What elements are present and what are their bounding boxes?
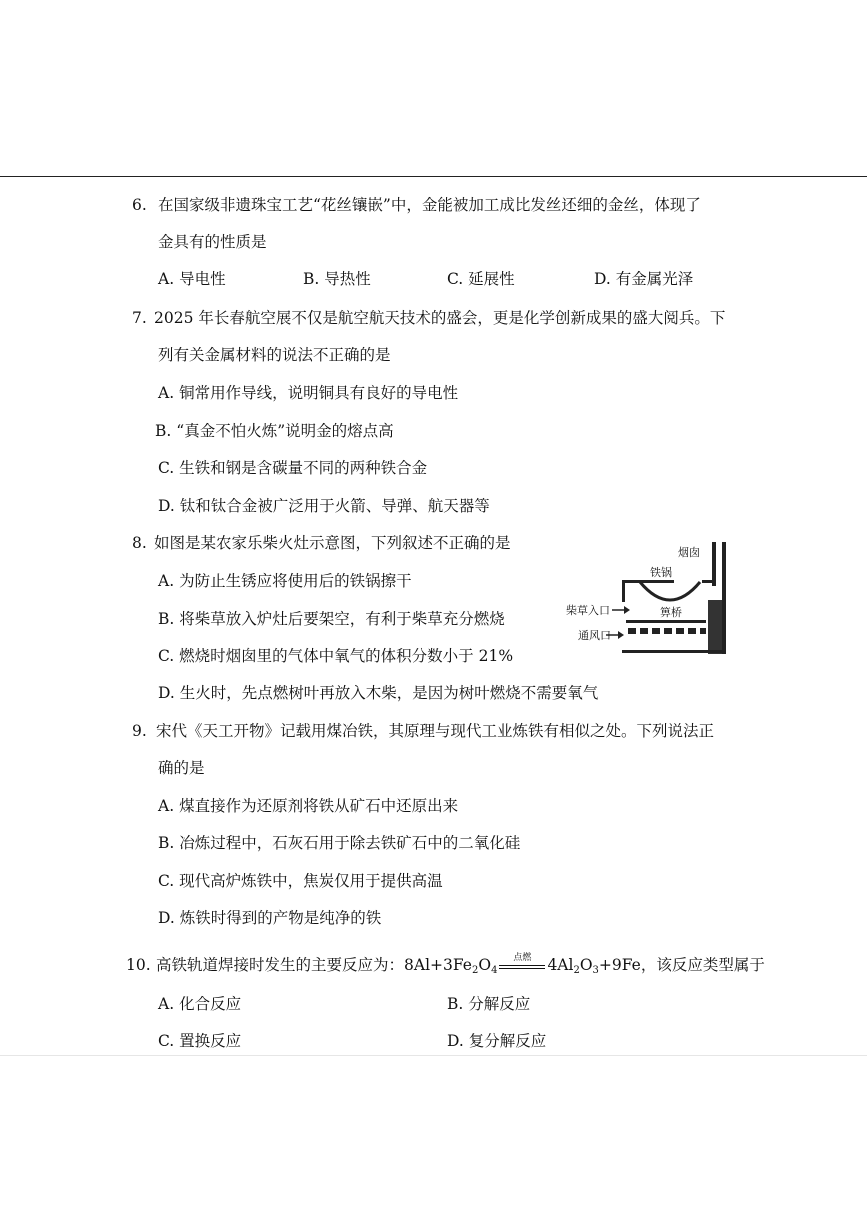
equation <box>404 953 641 976</box>
q6-option-b[interactable] <box>303 268 371 290</box>
q6-option-c[interactable] <box>447 268 515 290</box>
option-label: C. <box>158 647 175 665</box>
q9-option-a[interactable] <box>158 795 458 817</box>
label-grate: 箅桥 <box>660 606 682 619</box>
stove-back-block <box>708 600 722 654</box>
eq-product: 4Al <box>547 956 574 974</box>
q10-stem-before: 高铁轨道焊接时发生的主要反应为： <box>156 956 405 974</box>
q8-option-b[interactable] <box>158 608 505 630</box>
q7-option-c[interactable] <box>158 457 427 479</box>
option-text: 煤直接作为还原剂将铁从矿石中还原出来 <box>179 797 459 815</box>
q6-stem-line2: 金具有的性质是 <box>158 233 267 251</box>
stove-top-left <box>622 580 674 583</box>
q6-option-d[interactable] <box>594 268 693 290</box>
chimney-wall-left <box>712 542 716 586</box>
q8-option-c[interactable] <box>158 645 513 667</box>
option-text: “真金不怕火炼”说明金的熔点高 <box>176 422 394 440</box>
option-text: 铜常用作导线，说明铜具有良好的导电性 <box>179 384 459 402</box>
eq-sub: 4 <box>491 965 498 976</box>
bottom-edge <box>0 1055 867 1056</box>
q6-option-a[interactable] <box>158 268 226 290</box>
reaction-condition <box>497 953 547 976</box>
grate-bars <box>628 628 706 634</box>
wok-shape <box>640 582 700 600</box>
q9-option-c[interactable] <box>158 870 443 892</box>
eq-sub: 3 <box>592 965 599 976</box>
q10-option-d[interactable] <box>447 1030 546 1052</box>
q10-number: 10. <box>126 956 151 974</box>
eq-reactants: 8Al+3Fe <box>404 956 472 974</box>
option-label: A. <box>158 270 175 288</box>
q8-option-a[interactable] <box>158 570 412 592</box>
option-text: 炼铁时得到的产物是纯净的铁 <box>179 909 382 927</box>
stove-grate-top <box>626 620 706 623</box>
eq-product: +9Fe <box>598 956 641 974</box>
label-fuel-inlet: 柴草入口 <box>566 604 610 617</box>
option-label: C. <box>158 459 175 477</box>
eq-element: O <box>579 956 593 974</box>
q7-number: 7. <box>132 309 147 327</box>
stove-bottom <box>622 650 722 653</box>
eq-sub: 2 <box>573 965 580 976</box>
option-label: A. <box>158 384 175 402</box>
label-air-inlet: 通风口 <box>578 629 611 642</box>
option-label: B. <box>158 834 175 852</box>
stove-diagram <box>566 540 746 662</box>
option-label: B. <box>303 270 320 288</box>
condition-label: 点燃 <box>513 953 532 963</box>
q9-option-d[interactable] <box>158 907 381 929</box>
q7-option-b[interactable] <box>155 420 394 442</box>
label-wok: 铁锅 <box>650 566 672 579</box>
fuel-inlet-arrow <box>612 606 630 614</box>
q6-stem-line1: 在国家级非遗珠宝工艺“花丝镶嵌”中，金能被加工成比发丝还细的金丝，体现了 <box>158 196 701 214</box>
option-text: 生铁和钢是含碳量不同的两种铁合金 <box>179 459 428 477</box>
option-text: 复分解反应 <box>468 1032 547 1050</box>
q6-number: 6. <box>132 196 147 214</box>
q9-option-b[interactable] <box>158 832 520 854</box>
option-text: 有金属光泽 <box>615 270 694 288</box>
option-text: 分解反应 <box>468 995 531 1013</box>
q9-stem-line1: 宋代《天工开物》记载用煤冶铁，其原理与现代工业炼铁有相似之处。下列说法正 <box>156 722 715 740</box>
option-label: A. <box>158 572 175 590</box>
q8-option-d[interactable] <box>158 682 598 704</box>
eq-sub: 2 <box>471 965 479 976</box>
chimney-wall-right <box>722 542 726 654</box>
q10-option-c[interactable] <box>158 1030 241 1052</box>
option-label: C. <box>447 270 464 288</box>
option-text: 燃烧时烟囱里的气体中氧气的体积分数小于 21% <box>179 647 514 665</box>
label-chimney: 烟囱 <box>678 546 700 559</box>
option-label: D. <box>158 909 175 927</box>
q10-option-b[interactable] <box>447 993 530 1015</box>
q9-stem-line2: 确的是 <box>158 759 205 777</box>
option-text: 导电性 <box>179 270 226 288</box>
equals-bar <box>499 968 545 969</box>
q9-number: 9. <box>132 722 147 740</box>
option-label: A. <box>158 797 175 815</box>
option-label: C. <box>158 872 175 890</box>
option-text: 化合反应 <box>179 995 242 1013</box>
q7-option-d[interactable] <box>158 495 490 517</box>
option-text: 生火时，先点燃树叶再放入木柴，是因为树叶燃烧不需要氧气 <box>179 684 599 702</box>
equals-bar <box>499 965 545 966</box>
option-text: 置换反应 <box>179 1032 242 1050</box>
option-label: B. <box>158 610 175 628</box>
option-text: 导热性 <box>324 270 371 288</box>
option-text: 将柴草放入炉灶后要架空，有利于柴草充分燃烧 <box>179 610 505 628</box>
option-label: D. <box>594 270 611 288</box>
stove-diagram-svg <box>566 540 746 662</box>
option-label: D. <box>158 684 175 702</box>
option-text: 现代高炉炼铁中，焦炭仅用于提供高温 <box>179 872 443 890</box>
q8-stem-line1: 如图是某农家乐柴火灶示意图，下列叙述不正确的是 <box>154 534 511 552</box>
q7-option-a[interactable] <box>158 382 458 404</box>
option-label: B. <box>447 995 464 1013</box>
q10-option-a[interactable] <box>158 993 241 1015</box>
option-text: 冶炼过程中，石灰石用于除去铁矿石中的二氧化硅 <box>179 834 521 852</box>
stove-left-wall <box>622 580 625 602</box>
option-text: 延展性 <box>468 270 515 288</box>
option-label: B. <box>155 422 172 440</box>
option-label: D. <box>158 497 175 515</box>
stove-top-right <box>702 580 716 583</box>
q7-stem-line2: 列有关金属材料的说法不正确的是 <box>158 346 391 364</box>
option-label: A. <box>158 995 175 1013</box>
eq-element: O <box>478 956 492 974</box>
q7-stem-line1: 2025 年长春航空展不仅是航空航天技术的盛会，更是化学创新成果的盛大阅兵。下 <box>154 309 726 327</box>
option-text: 为防止生锈应将使用后的铁锅擦干 <box>179 572 412 590</box>
header-rule <box>0 176 867 177</box>
q10-stem-after: ，该反应类型属于 <box>640 956 765 974</box>
q8-number: 8. <box>132 534 147 552</box>
q10-stem <box>156 954 765 982</box>
option-label: D. <box>447 1032 464 1050</box>
option-text: 钛和钛合金被广泛用于火箭、导弹、航天器等 <box>179 497 490 515</box>
option-label: C. <box>158 1032 175 1050</box>
